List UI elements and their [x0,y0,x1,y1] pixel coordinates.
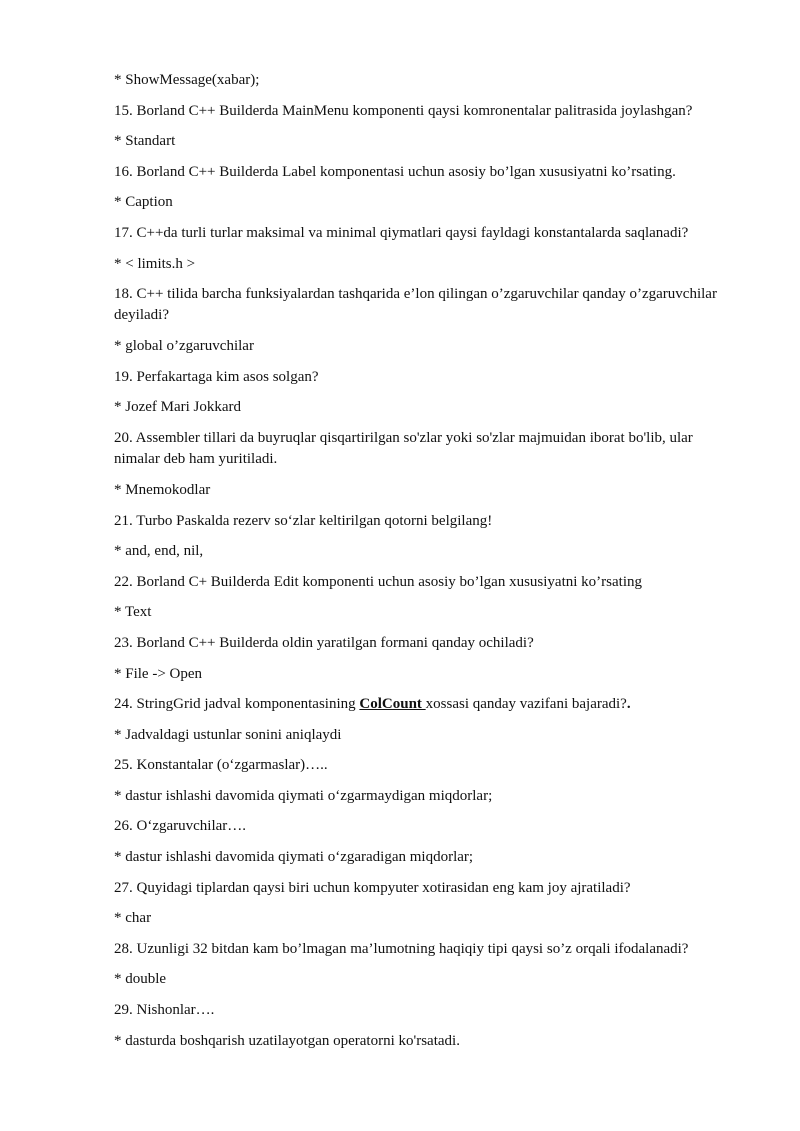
question-18: 18. C++ tilida barcha funksiyalardan tashqarida e’lon qilingan o’zgaruvchilar qanday o’zgaruvchilar deyiladi? [114,286,717,324]
answer-line: * dasturda boshqarish uzatilayotgan operatorni ko'rsatadi. [114,1032,460,1049]
question-28: 28. Uzunligi 32 bitdan kam bo’lmagan ma’lumotning haqiqiy tipi qaysi so’z orqali ifodalanadi? [114,940,689,957]
question-16: 16. Borland C++ Builderda Label komponentasi uchun asosiy bo’lgan xususiyatni ko’rsating. [114,163,676,180]
answer-line: * and, end, nil, [114,543,204,560]
question-23: 23. Borland C++ Builderda oldin yaratilgan formani qanday ochiladi? [114,634,534,651]
answer-line: * ShowMessage(xabar); [114,72,260,88]
answer-line: * double [114,971,167,988]
question-29: 29. Nishonlar…. [114,1002,215,1019]
answer-line: * dastur ishlashi davomida qiymati o‘zgaradigan miqdorlar; [114,849,474,866]
colcount-term: ColCount [359,696,426,713]
answer-line: * char [114,910,152,927]
answer-line: * Text [114,604,152,621]
answer-line: * Jozef Mari Jokkard [114,399,242,416]
question-24 [114,694,740,715]
question-15: 15. Borland C++ Builderda MainMenu komponenti qaysi komronentalar palitrasida joylashgan? [114,102,693,119]
question-24-prefix: 24. StringGrid jadval komponentasining [114,696,360,713]
question-27: 27. Quyidagi tiplardan qaysi biri uchun kompyuter xotirasidan eng kam joy ajratiladi? [114,879,631,896]
question-20: 20. Assembler tillari da buyruqlar qisqartirilgan so'zlar yoki so'zlar majmuidan iborat bo'lib, ular nimalar deb ham yuritiladi. [114,429,693,467]
question-17: 17. C++da turli turlar maksimal va minimal qiymatlari qaysi fayldagi konstantalarda saqlanadi? [114,224,689,241]
question-24-suffix: xossasi qanday vazifani bajaradi? [425,696,627,713]
question-25: 25. Konstantalar (o‘zgarmaslar)….. [114,757,328,774]
answer-line: * Standart [114,133,176,150]
question-19: 19. Perfakartaga kim asos solgan? [114,368,319,385]
question-22: 22. Borland C+ Builderda Edit komponenti uchun asosiy bo’lgan xususiyatni ko’rsating [114,573,642,590]
question-24-end: . [626,696,631,713]
answer-line: * global o’zgaruvchilar [114,338,254,355]
answer-line: * Jadvaldagi ustunlar sonini aniqlaydi [114,726,342,743]
answer-line: * < limits.h > [114,255,196,272]
question-26: 26. O‘zgaruvchilar…. [114,818,247,835]
answer-line: * File -> Open [114,665,203,682]
question-21: 21. Turbo Paskalda rezerv so‘zlar keltirilgan qotorni belgilang! [114,512,493,529]
answer-line: * Caption [114,194,173,211]
answer-line: * dastur ishlashi davomida qiymati o‘zgarmaydigan miqdorlar; [114,787,493,804]
answer-line: * Mnemokodlar [114,481,211,498]
